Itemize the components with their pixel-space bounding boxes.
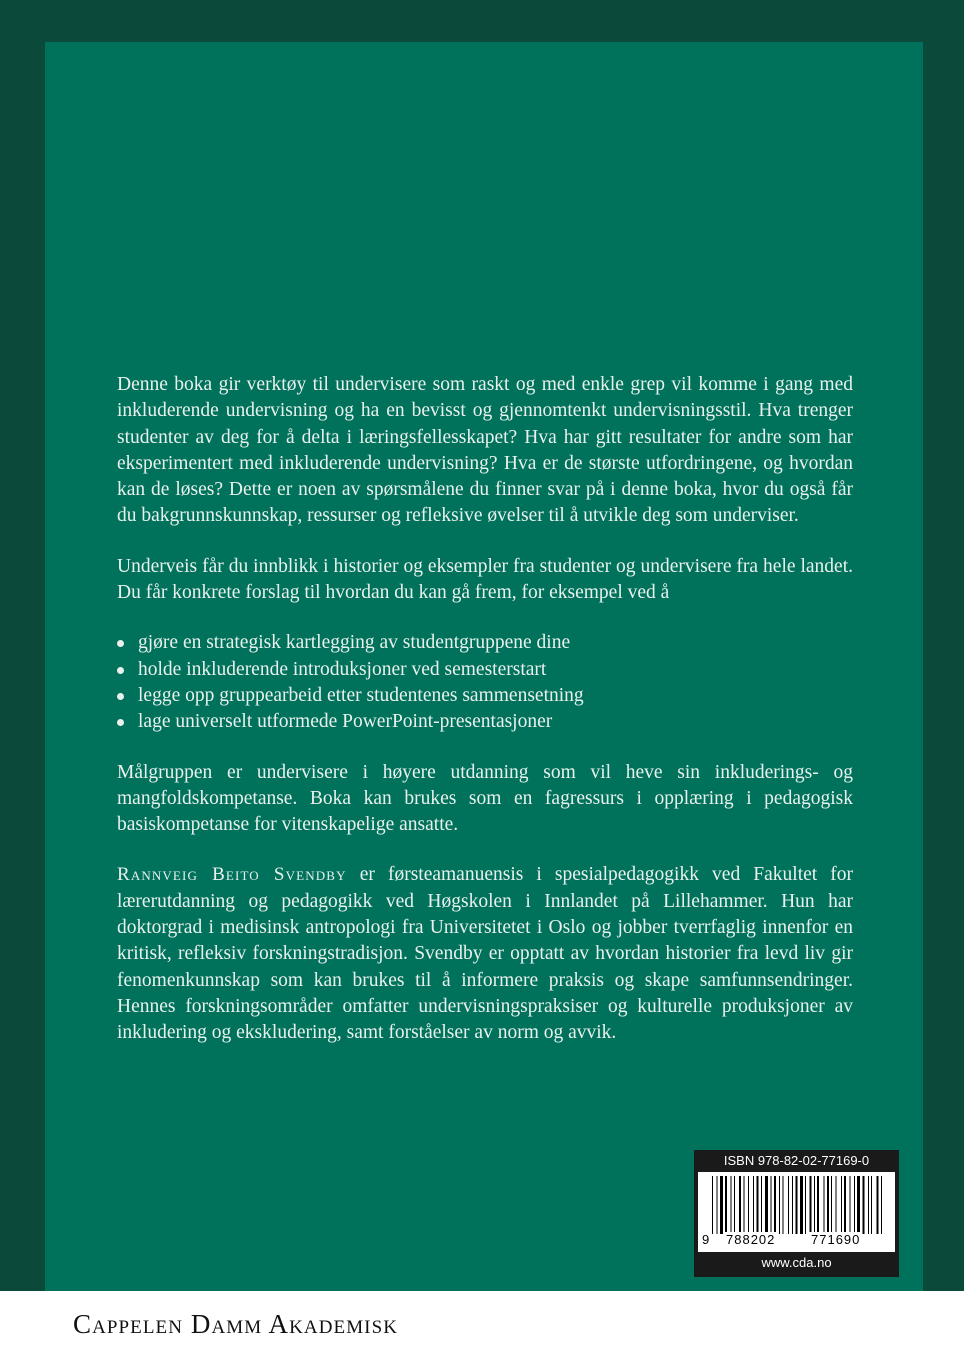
- barcode-bar: [739, 1176, 741, 1234]
- blurb-paragraph-2: Underveis får du innblikk i historier og eksempler fra studenter og undervisere fra hele landet. Du får konkrete forslag til hvordan du kan gå frem, for eksempel ved å: [117, 555, 853, 604]
- barcode-digits-left: 788202: [726, 1232, 776, 1247]
- barcode-bar: [783, 1176, 784, 1234]
- bullet-icon: [117, 667, 124, 674]
- barcode-bar: [788, 1176, 789, 1234]
- barcode-bar: [753, 1176, 754, 1234]
- barcode-bar: [731, 1176, 732, 1234]
- barcode-bar: [881, 1176, 882, 1234]
- barcode-bar: [841, 1176, 842, 1234]
- blurb-paragraph-1: Denne boka gir verktøy til undervisere som raskt og med enkle grep vil komme i gang med inkluderende undervisning og ha en bevisst og gjennomtenkt undervisningsstil. Hva trenger studenter av deg for å delta i læringsfellesskapet? Hva har gitt resultater for andre som har eksperimentert med inkluderende undervisning? Hva er de største utfordringene, og hvordan kan de løses? Dette er noen av spørsmålene du finner svar på i denne boka, hvor du også får du bakgrunnskunnskap, ressurser og refleksive øvelser til å utvikle deg som underviser.: [117, 374, 853, 527]
- back-cover-text: [117, 372, 853, 1047]
- barcode-bar: [792, 1176, 793, 1234]
- barcode-bar: [720, 1176, 723, 1234]
- barcode-bar: [854, 1176, 855, 1234]
- barcode: [698, 1172, 895, 1252]
- barcode-bar: [857, 1176, 860, 1234]
- barcode-bar: [765, 1176, 768, 1234]
- barcode-bar: [810, 1176, 812, 1234]
- barcode-bar: [831, 1176, 832, 1234]
- author-bio: [117, 862, 853, 1046]
- barcode-bar: [748, 1176, 749, 1234]
- barcode-digits-right: 771690: [811, 1232, 861, 1247]
- list-item: holde inkluderende introduksjoner ved semesterstart: [117, 657, 853, 683]
- bullet-list: [117, 630, 853, 735]
- isbn-barcode-box: [694, 1150, 899, 1277]
- barcode-bar: [744, 1176, 745, 1234]
- barcode-bar: [877, 1176, 879, 1234]
- barcode-bar: [805, 1176, 806, 1234]
- author-name: Rannveig Beito Svendby: [117, 864, 347, 886]
- list-item: gjøre en strategisk kartlegging av studentgruppene dine: [117, 630, 853, 656]
- barcode-bar: [827, 1176, 829, 1234]
- bullet-icon: [117, 693, 124, 700]
- blurb-paragraph-3: Målgruppen er undervisere i høyere utdanning som vil heve sin inkluderings- og mangfoldskompetanse. Boka kan brukes som en fagressurs i opplæring i pedagogisk basiskompetanse for vitenskapelige ansatte.: [117, 761, 853, 836]
- barcode-bar: [817, 1176, 819, 1234]
- barcode-bar: [824, 1176, 825, 1234]
- barcode-bar: [725, 1176, 727, 1234]
- barcode-bar: [844, 1176, 846, 1234]
- list-item: legge opp gruppearbeid etter studentenes sammensetning: [117, 683, 853, 709]
- publisher-website: www.cda.no: [761, 1255, 832, 1270]
- barcode-bar: [800, 1176, 803, 1234]
- isbn-label: ISBN 978-82-02-77169-0: [723, 1153, 870, 1168]
- barcode-bar: [761, 1176, 762, 1234]
- author-bio-text: er førsteamanuensis i spesialpedagogikk ved Fakultet for lærerutdanning og pedagogikk ved Høgskolen i Innlandet på Lillehammer. Hun har doktorgrad i medisinsk antropologi fra Universitetet i Oslo og jobber tverrfaglig innenfor en kritisk, refleksiv forskningstradisjon. Svendby er opptatt av hvordan historier fra levd liv gir fenomenkunnskap som kan brukes til å informere praksis og skape samfunnsendringer. Hennes forskningsområder omfatter undervisningspraksiser og kulturelle produksjoner av inkludering og ekskludering, samt forståelser av norm og avvik.: [117, 864, 854, 1044]
- barcode-bar: [717, 1176, 718, 1234]
- barcode-bar: [779, 1176, 780, 1234]
- barcode-bar: [863, 1176, 865, 1234]
- barcode-first-digit: 9: [702, 1232, 710, 1247]
- list-item: lage universelt utformede PowerPoint-presentasjoner: [117, 709, 853, 735]
- bullet-icon: [117, 640, 124, 647]
- barcode-bar: [771, 1176, 772, 1234]
- barcode-bar: [814, 1176, 815, 1234]
- barcode-bar: [836, 1176, 837, 1234]
- barcode-bar: [712, 1176, 713, 1234]
- barcode-bar: [871, 1176, 872, 1234]
- bullet-icon: [117, 719, 124, 726]
- barcode-bar: [850, 1176, 851, 1234]
- publisher-logo: Cappelen Damm Akademisk: [73, 1309, 399, 1339]
- barcode-bar: [734, 1176, 735, 1234]
- barcode-bar: [757, 1176, 759, 1234]
- barcode-bar: [774, 1176, 776, 1234]
- barcode-bar: [796, 1176, 798, 1234]
- barcode-bar: [868, 1176, 869, 1234]
